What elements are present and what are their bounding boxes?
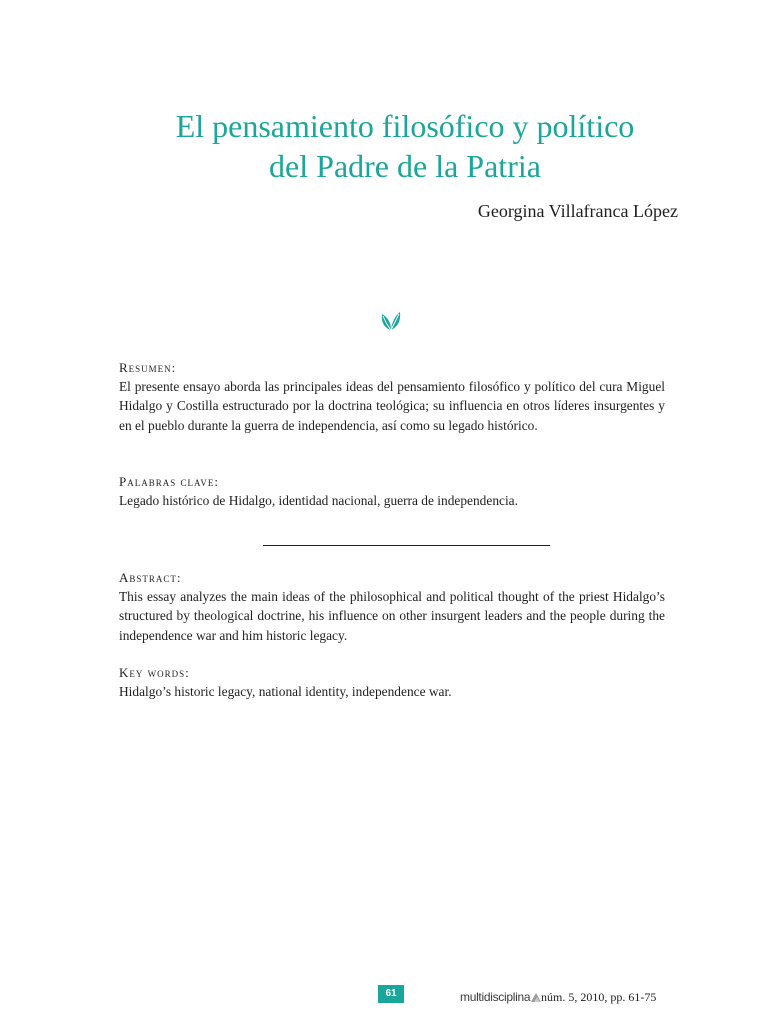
resumen-text: El presente ensayo aborda las principales ideas del pensamiento filosófico y político del cura Miguel Hidalgo y Costilla estructurado por la doctrina teológica; su influencia en otros líderes insurgentes y en el pueblo durante la guerra de independencia, así como su legado histórico. <box>119 379 665 433</box>
palabras-clave-section <box>119 472 665 510</box>
leaf-icon <box>380 311 402 331</box>
palabras-clave-text: Legado histórico de Hidalgo, identidad nacional, guerra de independencia. <box>119 493 518 508</box>
resumen-section <box>119 358 665 435</box>
palabras-clave-heading: Palabras clave: <box>119 474 219 489</box>
title-line-1: El pensamiento filosófico y político <box>175 108 635 144</box>
title-line-2: del Padre de la Patria <box>269 148 541 184</box>
key-words-section <box>119 663 665 701</box>
abstract-section <box>119 568 665 645</box>
journal-logo <box>460 990 541 1006</box>
key-words-text: Hidalgo’s historic legacy, national identity, independence war. <box>119 684 452 699</box>
citation: núm. 5, 2010, pp. 61-75 <box>541 990 657 1004</box>
journal-logo-text: multidisciplina <box>460 990 531 1004</box>
abstract-text: This essay analyzes the main ideas of the philosophical and political thought of the priest Hidalgo’s structured by theological doctrine, his influence on other insurgent leaders and the people during the independence war and him historic legacy. <box>119 589 665 643</box>
journal-logo-icon <box>531 992 541 1002</box>
page-number: 61 <box>378 985 404 1003</box>
author-name: Georgina Villafranca López <box>477 201 678 221</box>
abstract-heading: Abstract: <box>119 570 182 585</box>
section-divider <box>263 545 550 546</box>
resumen-heading: Resumen: <box>119 360 177 375</box>
article-title <box>0 106 768 186</box>
key-words-heading: Key words: <box>119 665 190 680</box>
